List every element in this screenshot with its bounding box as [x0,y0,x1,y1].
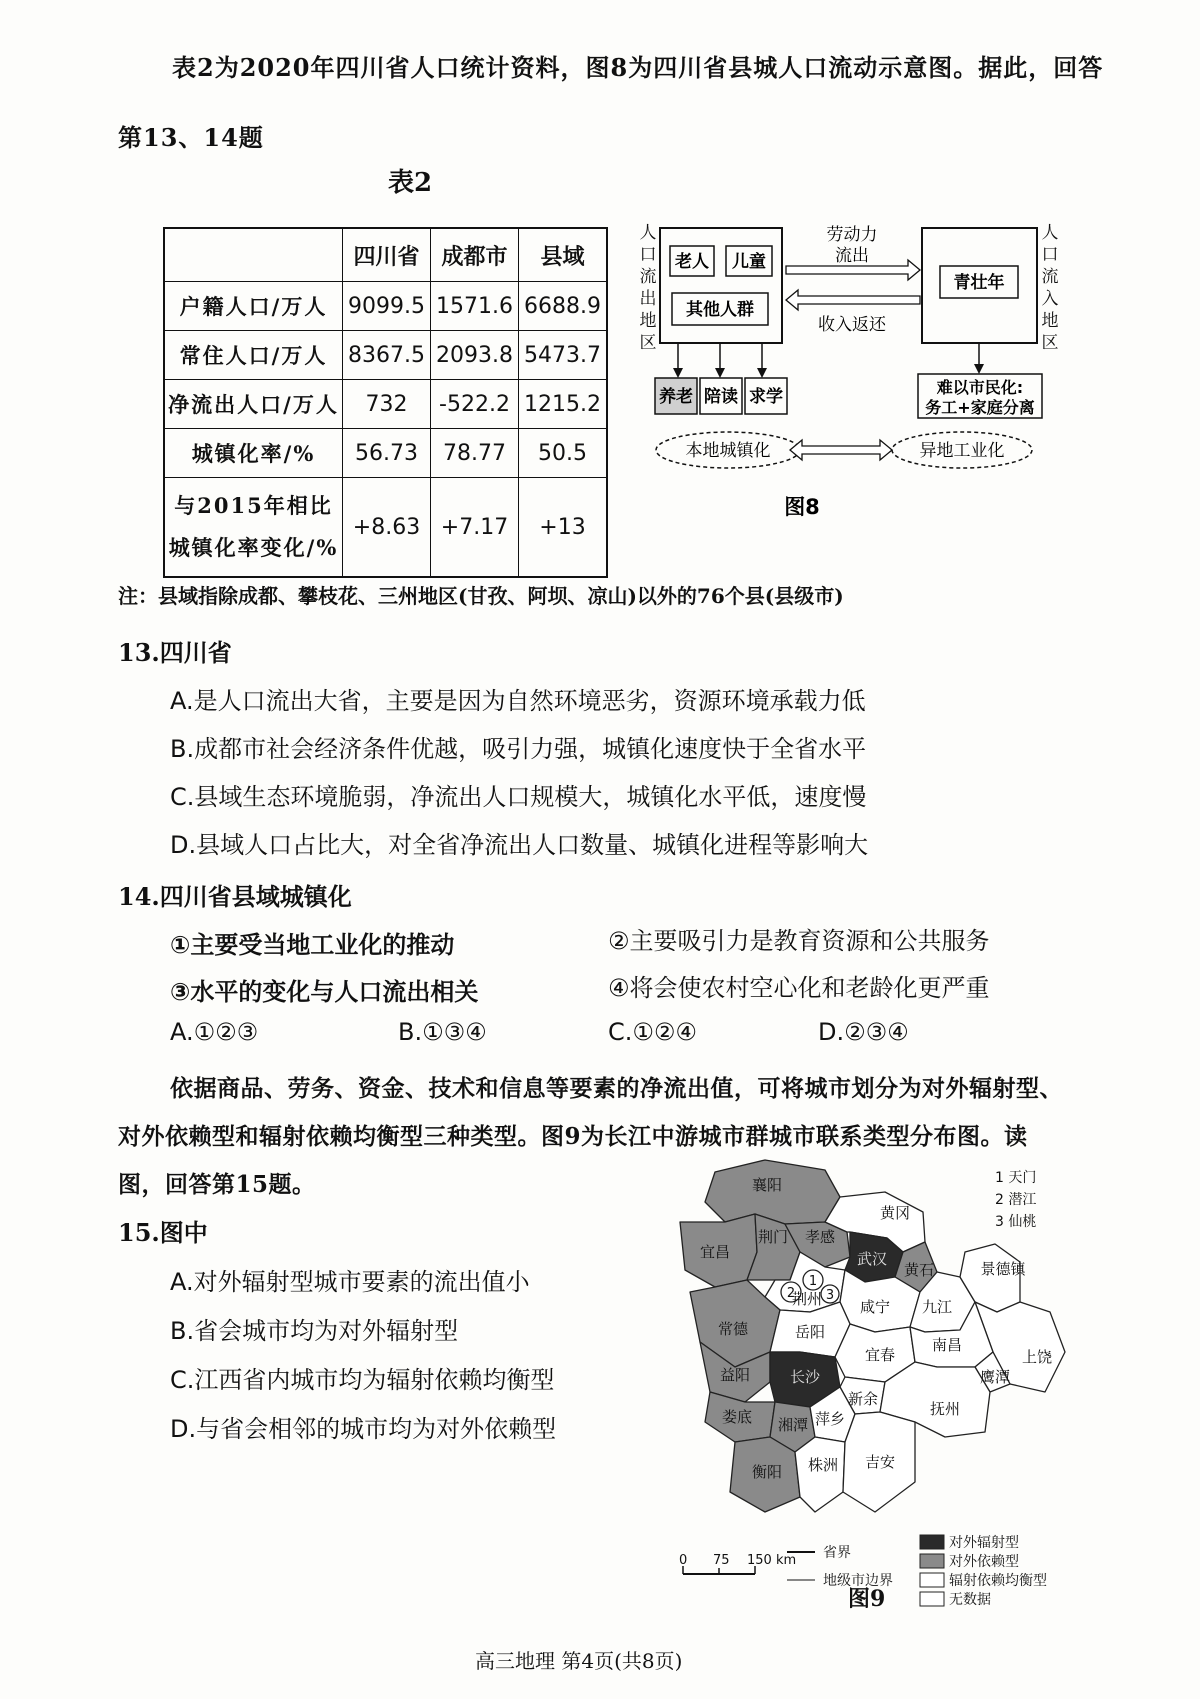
line-legend-label: 省界 [823,1545,851,1561]
city-label: 常德 [717,1320,749,1338]
scale-label: 150 km [747,1553,797,1568]
q15-option-a: A.对外辐射型城市要素的流出值小 [170,1268,530,1296]
right-region-label-char: 入 [1041,289,1059,309]
table-cell: +13 [519,478,608,578]
city-label: 荆州 [791,1290,823,1308]
table-row [164,380,607,429]
left-region-label-char: 出 [640,289,657,309]
city-label: 上饶 [1021,1348,1053,1366]
legend-swatch-nodata [920,1592,944,1606]
key-item: 3 仙桃 [995,1214,1037,1230]
city-label: 九江 [921,1298,953,1316]
elderly-label: 老人 [675,252,709,272]
row-label: 常住人口/万人 [164,331,343,380]
labor-outflow-label-1: 劳动力 [826,225,878,245]
city-label: 吉安 [864,1453,896,1471]
city-label: 新余 [847,1390,879,1408]
city-label: 孝感 [804,1228,836,1246]
city-label: 襄阳 [751,1176,783,1194]
city-label: 岳阳 [794,1323,826,1341]
table-note: 注：县域指除成都、攀枝花、三州地区(甘孜、阿坝、凉山)以外的76个县(县级市) [118,584,844,608]
q14-choice-b: B.①③④ [398,1018,487,1046]
city-label: 株洲 [807,1456,839,1474]
q15-option-c: C.江西省内城市均为辐射依赖均衡型 [170,1366,555,1394]
arrow-head [974,364,984,374]
local-urbanization-label: 本地城镇化 [685,441,771,461]
table-row [164,478,607,578]
right-region-label-char: 地 [1041,311,1059,331]
right-region-label-char: 流 [1041,267,1059,287]
row-label: 户籍人口/万人 [164,282,343,331]
figure-8-caption: 图8 [784,495,820,519]
arrow-head [673,368,683,378]
figure-8-diagram [640,218,1060,538]
table-header-cell: 县域 [519,228,608,282]
row-label: 净流出人口/万人 [164,380,343,429]
city-label: 咸宁 [859,1298,891,1316]
city-label: 抚州 [929,1400,961,1418]
city-number-label: 1 [808,1274,818,1289]
table-cell: +7.17 [431,478,519,578]
question-15-stem: 15.图中 [118,1218,208,1247]
city-label: 黄冈 [879,1204,911,1222]
passage-15-line-1: 依据商品、劳务、资金、技术和信息等要素的净流出值，可将城市划分为对外辐射型、 [170,1075,1063,1102]
intro-line-1: 表2为2020年四川省人口统计资料，图8为四川省县城人口流动示意图。据此，回答 [172,53,1104,82]
elderly-care-label: 养老 [659,387,693,407]
legend-label: 无数据 [949,1592,991,1608]
q14-choice-c: C.①②④ [608,1018,697,1046]
table-cell: 5473.7 [519,331,608,380]
row-label-line-1: 与2015年相比 [174,493,333,518]
row-label: 城镇化率/% [164,429,343,478]
left-region-label-char: 口 [640,245,657,265]
remote-industrialization-label: 异地工业化 [919,441,1005,461]
city-label: 黄石 [903,1261,935,1279]
city-number-label: 3 [825,1288,835,1303]
q14-statement-1: ①主要受当地工业化的推动 [170,931,455,959]
city-label: 衡阳 [751,1463,783,1481]
city-label: 湘潭 [777,1416,809,1434]
figure-9-map [675,1152,1095,1612]
question-13-stem: 13.四川省 [118,638,232,667]
children-label: 儿童 [732,252,766,272]
labor-outflow-label-2: 流出 [835,246,869,266]
city-number-label: 2 [786,1286,796,1301]
scale-label: 0 [679,1553,688,1568]
table-cell: 1215.2 [519,380,608,429]
table-row [164,429,607,478]
table-cell: 2093.8 [431,331,519,380]
right-region-label-char: 区 [1041,333,1059,353]
q14-statement-2: ②主要吸引力是教育资源和公共服务 [608,927,990,955]
left-region-label-char: 人 [640,223,657,243]
left-region-label-char: 流 [640,267,657,287]
page-footer: 高三地理 第4页(共8页) [475,1649,683,1673]
school-label: 求学 [749,387,783,407]
q14-statement-3: ③水平的变化与人口流出相关 [170,978,479,1006]
table-cell: 732 [343,380,431,429]
q13-option-d: D.县域人口占比大，对全省净流出人口数量、城镇化进程等影响大 [170,831,869,859]
question-14-stem: 14.四川省县域城镇化 [118,882,352,911]
legend-label: 辐射依赖均衡型 [949,1573,1047,1589]
table-header-cell: 成都市 [431,228,519,282]
income-return-arrow [786,290,920,310]
city-label: 益阳 [719,1366,751,1384]
table-title: 表2 [388,168,433,198]
q15-option-b: B.省会城市均为对外辐射型 [170,1317,459,1345]
youth-label: 青壮年 [953,273,1005,293]
line-legend-label: 地级市边界 [823,1573,893,1589]
arrow-head [715,368,725,378]
q13-option-a: A.是人口流出大省，主要是因为自然环境恶劣，资源环境承载力低 [170,687,866,715]
key-item: 1 天门 [995,1170,1037,1186]
q14-statement-4: ④将会使农村空心化和老龄化更严重 [608,974,990,1002]
table-cell: 9099.5 [343,282,431,331]
city-label: 萍乡 [814,1410,846,1428]
city-label: 宜昌 [699,1243,731,1261]
city-label: 鹰潭 [979,1368,1011,1386]
difficult-citizenize-line-2: 务工+家庭分离 [925,398,1035,417]
table-cell: 78.77 [431,429,519,478]
passage-15-line-3: 图，回答第15题。 [118,1171,316,1198]
income-return-label: 收入返还 [818,315,886,335]
city-label: 长沙 [789,1368,821,1386]
double-arrow [790,440,892,460]
q14-choice-d: D.②③④ [818,1018,909,1046]
others-label: 其他人群 [686,300,754,320]
row-label-two-line [164,478,343,578]
table-cell: +8.63 [343,478,431,578]
table-row [164,282,607,331]
table-header-row [164,228,607,282]
table-cell: 50.5 [519,429,608,478]
table-header-cell: 四川省 [343,228,431,282]
left-region-label-char: 地 [640,311,657,331]
table-cell: 6688.9 [519,282,608,331]
q13-option-c: C.县域生态环境脆弱，净流出人口规模大，城镇化水平低，速度慢 [170,783,867,811]
q15-option-d: D.与省会相邻的城市均为对外依赖型 [170,1415,557,1443]
legend-swatch-radiating [920,1535,944,1549]
city-label: 景德镇 [980,1260,1026,1278]
table-cell: -522.2 [431,380,519,429]
table-row [164,331,607,380]
legend-label: 对外依赖型 [949,1554,1019,1570]
row-label-line-2: 城镇化率变化/% [168,535,339,560]
city-label: 南昌 [931,1336,963,1354]
city-label: 武汉 [856,1250,888,1268]
intro-line-2: 第13、14题 [118,123,264,152]
difficult-citizenize-line-1: 难以市民化: [936,378,1024,397]
legend-swatch-dependent [920,1554,944,1568]
legend-swatch-balanced [920,1573,944,1587]
left-region-label-char: 区 [640,333,657,353]
arrow-head [757,368,767,378]
population-table [163,227,608,578]
legend-label: 对外辐射型 [949,1535,1019,1551]
passage-15-line-2: 对外依赖型和辐射依赖均衡型三种类型。图9为长江中游城市群城市联系类型分布图。读 [118,1123,1028,1150]
q14-choice-a: A.①②③ [170,1018,259,1046]
q13-option-b: B.成都市社会经济条件优越，吸引力强，城镇化速度快于全省水平 [170,735,867,763]
figure-9-caption: 图9 [848,1586,886,1612]
table-cell: 1571.6 [431,282,519,331]
scale-label: 75 [713,1553,730,1568]
city-label: 宜春 [864,1346,896,1364]
key-item: 2 潜江 [995,1192,1037,1208]
city-label: 娄底 [721,1408,753,1426]
table-corner-cell [164,228,343,282]
region-zhuzhou [795,1437,845,1512]
city-label: 荆门 [757,1228,789,1246]
accompany-label: 陪读 [704,387,738,407]
table-cell: 56.73 [343,429,431,478]
right-region-label-char: 口 [1041,245,1059,265]
right-region-label-char: 人 [1041,223,1059,243]
table-cell: 8367.5 [343,331,431,380]
